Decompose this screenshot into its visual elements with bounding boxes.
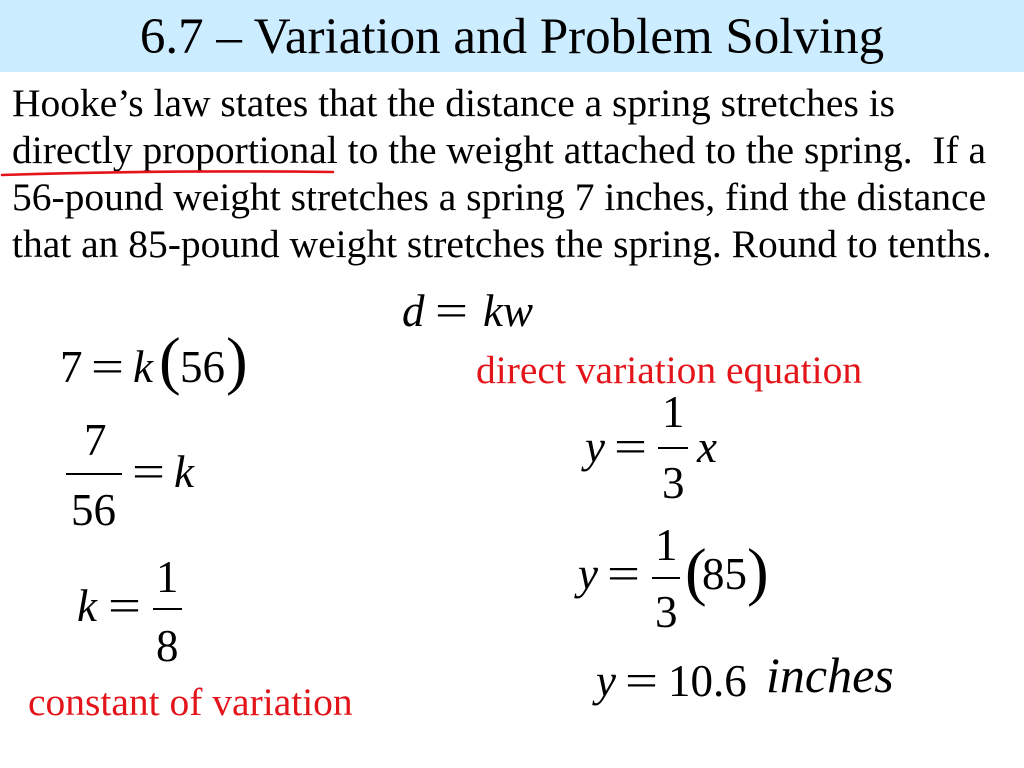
- slide-title: 6.7 – Variation and Problem Solving: [139, 9, 885, 65]
- fraction-numerator: 1: [156, 552, 179, 603]
- answer-value: 10.6: [668, 656, 747, 707]
- direct-variation-formula: [395, 280, 550, 340]
- fraction-bar: [153, 608, 182, 610]
- fraction-numerator: 1: [662, 387, 685, 438]
- answer-equation: [590, 645, 900, 710]
- fraction-numerator: 7: [84, 415, 107, 466]
- equals-sign: =: [614, 422, 648, 473]
- close-paren: ): [747, 535, 769, 608]
- k-value-equation: [70, 545, 190, 675]
- variable-y: y: [578, 549, 598, 600]
- problem-line: that an 85-pound weight stretches the spring. Round to tenths.: [12, 222, 992, 266]
- fraction-bar: [66, 473, 122, 475]
- open-paren: (: [685, 535, 707, 608]
- constant-k: k: [133, 342, 153, 393]
- equals-sign: =: [607, 549, 641, 600]
- fraction-denominator: 3: [662, 458, 685, 509]
- problem-line: directly proportional to the weight attached to the spring. If a: [12, 128, 987, 172]
- fraction-denominator: 3: [655, 587, 678, 638]
- model-equation: [578, 385, 728, 510]
- constant-of-variation-label: constant of variation: [28, 679, 353, 724]
- substitution-equation: [55, 325, 255, 400]
- equals-sign: =: [625, 656, 659, 707]
- constant-k: k: [77, 581, 97, 632]
- equals-sign: =: [108, 581, 142, 632]
- close-paren: ): [226, 324, 248, 397]
- formula-rhs: kw: [483, 286, 533, 337]
- equals-sign: =: [91, 342, 125, 393]
- constant-k: k: [174, 447, 194, 498]
- fraction-denominator: 56: [71, 485, 116, 536]
- fraction-bar: [652, 577, 680, 579]
- equals-sign: =: [435, 286, 469, 337]
- weight-value: 85: [702, 549, 747, 600]
- fraction-bar: [658, 447, 688, 449]
- variable-y: y: [596, 656, 616, 707]
- direct-variation-label: direct variation equation: [476, 347, 863, 392]
- equals-sign: =: [132, 447, 166, 498]
- problem-line: 56-pound weight stretches a spring 7 inches, find the distance: [12, 175, 987, 219]
- answer-unit: inches: [766, 647, 894, 704]
- variable-y: y: [585, 422, 605, 473]
- fraction-denominator: 8: [156, 621, 179, 672]
- red-underline-mark: [0, 164, 340, 182]
- solve-for-k-equation: [60, 410, 205, 535]
- open-paren: (: [159, 324, 181, 397]
- formula-lhs: d: [402, 286, 425, 337]
- fraction-numerator: 1: [655, 520, 678, 571]
- problem-line: Hooke’s law states that the distance a spring stretches is: [12, 81, 896, 125]
- plug-in-equation: [572, 518, 772, 638]
- distance-value: 7: [60, 342, 83, 393]
- weight-value: 56: [180, 342, 225, 393]
- title-bar: [0, 0, 1024, 72]
- variable-x: x: [697, 422, 717, 473]
